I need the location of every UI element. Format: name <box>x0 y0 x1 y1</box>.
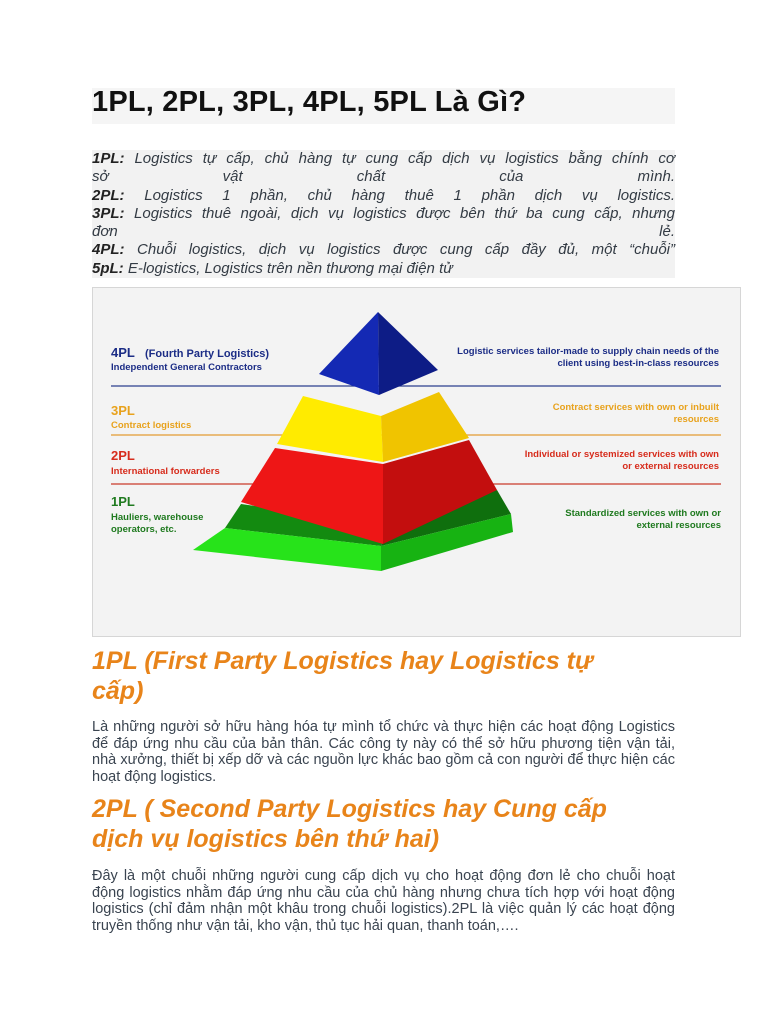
definition-line <box>92 260 675 278</box>
label-2pl-name: 2PL <box>111 448 135 463</box>
definition-text: đơn lẻ. <box>92 223 675 241</box>
service-1pl-line: external resources <box>636 520 721 531</box>
page-title: 1PL, 2PL, 3PL, 4PL, 5PL Là Gì? <box>92 86 527 118</box>
definition-term: 4PL: <box>92 241 125 259</box>
pyramid-figure <box>92 287 741 637</box>
section-body-2pl: Đây là một chuỗi những người cung cấp dịch vụ cho hoạt động đơn lẻ cho chuỗi hoạt động logistics nhằm đáp ứng nhu cầu của chủ hàng nhưng chưa tích hợp với hoạt động logistics (chỉ đảm nhận một khâu trong chuỗi logistics).2PL là việc quản lý các hoạt động truyền thống như vận tải, kho vận, thủ tục hải quan, thanh toán,…. <box>92 868 675 934</box>
heading-line: 1PL (First Party Logistics hay Logistics tự <box>92 647 593 675</box>
service-1pl-line: Standardized services with own or <box>565 508 721 519</box>
service-1pl <box>565 508 721 531</box>
heading-line: dịch vụ logistics bên thứ hai) <box>92 825 440 853</box>
service-3pl-line: resources <box>673 414 719 425</box>
definition-term: 5pL: <box>92 259 124 277</box>
definition-text: E-logistics, Logistics trên nền thương mại điện tử <box>127 259 453 277</box>
definition-line <box>92 241 675 259</box>
label-2pl-role: International forwarders <box>111 466 220 477</box>
definition-line <box>92 187 675 205</box>
pyramid-diagram <box>93 288 740 636</box>
section-heading-1pl <box>92 646 682 706</box>
label-1pl <box>111 494 203 535</box>
heading-line: 2PL ( Second Party Logistics hay Cung cấp <box>92 795 607 823</box>
section-heading-2pl <box>92 794 682 854</box>
label-1pl-role: operators, etc. <box>111 524 177 535</box>
service-2pl <box>525 449 719 472</box>
service-2pl-line: Individual or systemized services with own <box>524 449 719 460</box>
heading-line: cấp) <box>92 677 144 705</box>
definition-term: 1PL: <box>92 150 125 167</box>
definition-text: sở vật chất của mình. <box>92 168 675 186</box>
label-3pl-name: 3PL <box>111 403 135 418</box>
service-4pl-line: Logistic services tailor-made to supply chain needs of the <box>457 346 719 357</box>
definition-line <box>92 205 675 223</box>
label-1pl-name: 1PL <box>111 494 135 509</box>
label-4pl <box>111 345 269 373</box>
definition-text: Chuỗi logistics, dịch vụ logistics được cung cấp đầy đủ, một “chuỗi” <box>137 241 676 259</box>
definition-line <box>92 150 675 168</box>
definition-text: Logistics tự cấp, chủ hàng tự cung cấp dịch vụ logistics bằng chính cơ <box>134 150 676 167</box>
label-4pl-name: 4PL <box>111 345 135 360</box>
label-4pl-role: Independent General Contractors <box>111 362 262 373</box>
definition-text: Logistics 1 phần, chủ hàng thuê 1 phần dịch vụ logistics. <box>144 186 675 204</box>
label-3pl <box>111 403 191 431</box>
label-2pl <box>111 448 220 477</box>
label-3pl-role: Contract logistics <box>111 420 192 431</box>
definition-term: 2PL: <box>92 186 125 204</box>
service-4pl <box>457 346 719 369</box>
service-4pl-line: client using best-in-class resources <box>557 358 719 369</box>
service-2pl-line: or external resources <box>622 461 719 472</box>
service-3pl-line: Contract services with own or inbuilt <box>552 402 719 413</box>
pyramid-tier-top <box>319 312 438 395</box>
definition-line <box>92 223 675 241</box>
definition-text: Logistics thuê ngoài, dịch vụ logistics được bên thứ ba cung cấp, nhưng <box>134 204 675 222</box>
service-3pl <box>553 402 720 425</box>
definition-term: 3PL: <box>92 204 125 222</box>
label-4pl-subtitle: (Fourth Party Logistics) <box>145 348 270 360</box>
section-body-1pl: Là những người sở hữu hàng hóa tự mình tổ chức và thực hiện các hoạt động Logistics để đáp ứng nhu cầu của bản thân. Các công ty này có thể sở hữu phương tiện vận tải, nhà xưởng, thiết bị xếp dỡ và các nguồn lực khác bao gồm cả con người để thực hiện các hoạt động logistics. <box>92 719 675 785</box>
definition-line <box>92 168 675 186</box>
definitions-block <box>92 150 675 278</box>
label-1pl-role: Hauliers, warehouse <box>111 512 204 523</box>
